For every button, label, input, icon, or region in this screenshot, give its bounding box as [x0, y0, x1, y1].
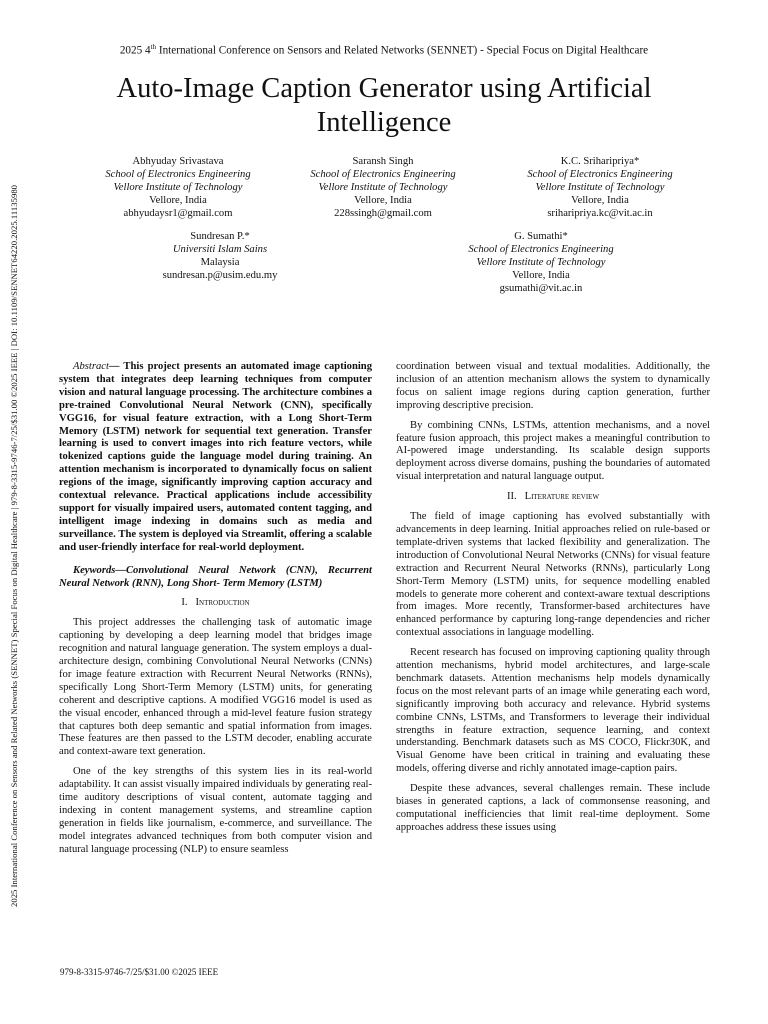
author-5: G. Sumathi* School of Electronics Engineering Vellore Institute of Technology Vellore, India gsumathi@vit.ac.in	[436, 231, 646, 296]
author-email: sundresan.p@usim.edu.my	[162, 269, 278, 281]
paragraph: One of the key strengths of this system lies in its real-world adaptability. It can assist visually impaired individuals by generating real-time auditory descriptions of visual content, automate tagging and indexing in content management systems, and streamline caption generation in fields like journalism, e-commerce, and surveillance. The model integrates advanced techniques from both computer vision and natural language processing (NLP) to ensure seamless	[59, 766, 372, 855]
sidebar-text: 2025 International Conference on Sensors and Related Networks (SENNET) Special Focus on Digital Healthcare | 979-8-3315-9746-7/25/$31.00 ©2025 IEEE | DOI: 10.1109/SENNET64220.2025.11135980	[9, 184, 19, 907]
paragraph: Despite these advances, several challenges remain. These include biases in generated captions, a lack of commonsense reasoning, and computational inefficiencies that limit real-time deployment. Some approaches address these issues using	[396, 783, 710, 833]
paragraph: This project addresses the challenging task of automatic image captioning by developing a deep learning model that bridges image recognition and natural language generation. The system employs a dual-architecture design, combining Convolutional Neural Networks (CNNs) for image feature extraction with Recurrent Neural Networks (RNNs), specifically Long Short-Term Memory (LSTM) units, for generating coherent and descriptive captions. A modified VGG16 model is used as the visual encoder, enhanced through a mid-level feature fusion strategy that captures both deep semantic and spatial information from images. These features are then passed to the LSTM decoder, enabling accurate and context-aware text generation.	[59, 617, 372, 758]
keywords: Keywords—Convolutional Neural Network (CNN), Recurrent Neural Network (RNN), Long Short- Term Memory (LSTM)	[59, 564, 372, 589]
paper-title: Auto-Image Caption Generator using Artificial Intelligence	[116, 73, 652, 138]
right-column	[396, 361, 710, 842]
author-3: K.C. Sriharipriya* School of Electronics Engineering Vellore Institute of Technology Vellore, India sriharipriya.kc@vit.ac.in	[495, 156, 705, 221]
paragraph: coordination between visual and textual modalities. Additionally, the inclusion of an attention mechanism allows the system to dynamically focus on salient image regions during caption generation, further improving descriptive precision.	[396, 361, 710, 411]
paragraph: By combining CNNs, LSTMs, attention mechanisms, and a novel feature fusion approach, this project makes a meaningful contribution to AI-powered image understanding. Its scalable design supports deployment across diverse domains, pushing the boundaries of automated visual interpretation and natural language output.	[396, 419, 710, 483]
abstract: Abstract— This project presents an automated image captioning system that integrates deep learning techniques from computer vision and natural language processing. The architecture combines a pre-trained Convolutional Neural Network (CNN), specifically VGG16, for visual feature extraction, with a Long Short-Term Memory (LSTM) network for sequential text generation. Transfer learning is used to convert images into rich feature vectors, while tokenized captions guide the language model during training. An attention mechanism is incorporated to dynamically focus on salient regions of the image, significantly improving caption accuracy and contextual relevance. Practical applications include accessibility support for visually impaired users, automated content tagging, and intelligent image indexing in domains such as media and surveillance. The system is deployed via Streamlit, offering a scalable and user-friendly interface for real-world deployment.	[59, 361, 372, 553]
section-heading-introduction: I. Introduction	[181, 597, 250, 609]
author-email: sriharipriya.kc@vit.ac.in	[547, 207, 653, 219]
author-email: gsumathi@vit.ac.in	[499, 282, 583, 294]
side-margin-doi	[9, 105, 23, 917]
footer-copyright: 979-8-3315-9746-7/25/$31.00 ©2025 IEEE	[60, 967, 219, 977]
paragraph: The field of image captioning has evolved substantially with advancements in deep learning. Initial approaches relied on rule-based or template-driven systems that lacked flexibility and generalization. The introduction of Convolutional Neural Networks (CNNs) for visual feature extraction and Recurrent Neural Networks (RNNs), particularly Long Short-Term Memory (LSTM) units, for sequence modelling enabled models to generate more coherent and context-aware textual descriptions from images. More recently, Transformer-based architectures have enhanced performance by capturing long-range dependencies and richer contextual associations in language modelling.	[396, 511, 710, 639]
left-column	[59, 361, 372, 864]
author-email: abhyudaysr1@gmail.com	[123, 207, 233, 219]
author-2: Saransh Singh School of Electronics Engineering Vellore Institute of Technology Vellore, India 228ssingh@gmail.com	[278, 156, 488, 221]
section-heading-literature-review: II. Literature review	[506, 491, 600, 503]
author-4: Sundresan P.* Universiti Islam Sains Malaysia sundresan.p@usim.edu.my	[115, 231, 325, 283]
author-1: Abhyuday Srivastava School of Electronics Engineering Vellore Institute of Technology Vellore, India abhyudaysr1@gmail.com	[73, 156, 283, 221]
conference-header: 2025 4th International Conference on Sensors and Related Networks (SENNET) - Special Focus on Digital Healthcare	[119, 43, 649, 57]
paragraph: Recent research has focused on improving captioning quality through attention mechanisms, hybrid model architectures, and large-scale benchmark datasets. Attention mechanisms help models dynamically focus on the most relevant parts of an image while generating each word, significantly improving both accuracy and relevance. Hybrid systems combine CNNs, LSTMs, and Transformers to leverage their individual strengths in feature extraction, sequence learning, and context understanding. Benchmark datasets such as MS COCO, Flickr30K, and Visual Genome have been critical in training and evaluating these models, offering diverse and richly annotated image-caption pairs.	[396, 647, 710, 775]
author-email: 228ssingh@gmail.com	[334, 207, 432, 219]
